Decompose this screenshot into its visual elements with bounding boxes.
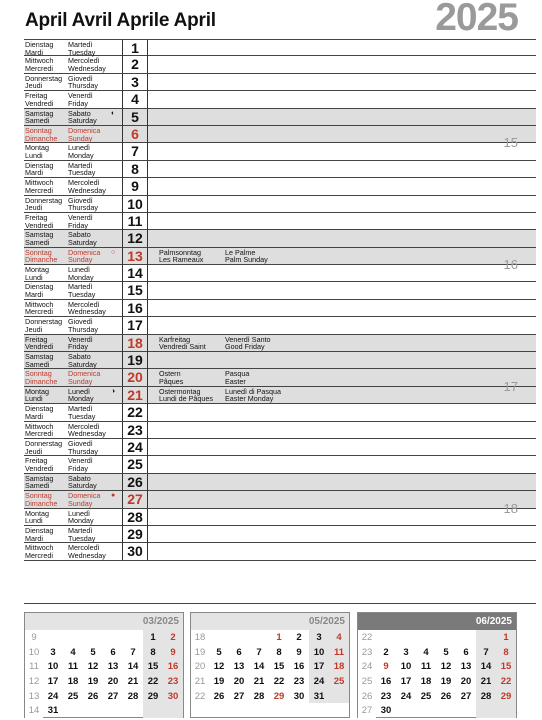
mini-day: 29 (496, 689, 516, 704)
mini-day: 26 (440, 690, 452, 702)
mini-day: 5 (90, 646, 96, 658)
mini-day: 6 (110, 646, 116, 658)
mini-day (103, 703, 123, 718)
day-name-de-fr: Mittwoch Mercredi (25, 543, 54, 560)
day-row[interactable] (24, 526, 536, 543)
mini-day (123, 630, 143, 645)
mini-day: 14 (253, 661, 265, 673)
mini-day (83, 630, 103, 645)
mini-day (163, 703, 183, 718)
mini-day (63, 703, 83, 718)
mini-day (43, 630, 63, 645)
day-number: 14 (122, 265, 148, 282)
day-name-it-en: Lunedì Monday (68, 386, 94, 404)
day-row[interactable] (24, 282, 536, 299)
day-name-de-fr: Samstag Samedi (25, 108, 54, 126)
holiday-label-de-fr: Ostern Pâques (159, 369, 184, 387)
day-row[interactable] (24, 230, 536, 247)
mini-day: 20 (460, 675, 472, 687)
day-name-de-fr: Samstag Samedi (25, 473, 54, 491)
week-number: 22 (191, 689, 209, 704)
mini-day: 26 (213, 690, 225, 702)
mini-day: 22 (496, 674, 516, 689)
day-row[interactable] (24, 74, 536, 91)
mini-day: 9 (296, 646, 302, 658)
day-name-it-en: Domenica Sunday (68, 491, 101, 508)
day-name-de-fr: Donnerstag Jeudi (25, 195, 63, 213)
day-number: 2 (122, 56, 148, 73)
week-number: 21 (191, 674, 209, 689)
day-name-it-en: Lunedì Monday (68, 508, 94, 526)
day-name-it-en: Lunedì Monday (68, 143, 94, 160)
mini-day: 3 (309, 630, 329, 645)
day-name-de-fr: Samstag Samedi (25, 230, 54, 247)
day-name-it-en: Mercoledì Wednesday (68, 299, 106, 317)
mini-day (83, 703, 103, 718)
day-row[interactable] (24, 300, 536, 317)
mini-day: 4 (70, 646, 76, 658)
week-number: 18 (503, 500, 518, 516)
mini-day: 8 (276, 646, 282, 658)
mini-day: 4 (423, 646, 429, 658)
mini-day: 4 (329, 630, 349, 645)
mini-day: 7 (476, 645, 496, 660)
mini-day (476, 703, 496, 718)
mini-day: 1 (143, 630, 163, 645)
holiday-label-de-fr: Karfreitag Vendredi Saint (159, 334, 206, 352)
day-name-it-en: Giovedì Thursday (68, 195, 98, 213)
page-title: April Avril Aprile April (25, 10, 216, 31)
mini-day: 15 (143, 659, 163, 674)
mini-day: 26 (87, 690, 99, 702)
day-number: 13 (122, 248, 148, 265)
day-name-de-fr: Dienstag Mardi (25, 525, 54, 543)
mini-day: 23 (380, 690, 392, 702)
mini-day: 24 (47, 690, 59, 702)
day-name-it-en: Martedì Tuesday (68, 40, 96, 57)
mini-day: 24 (309, 674, 329, 689)
mini-day: 10 (309, 645, 329, 660)
mini-day: 29 (143, 689, 163, 704)
week-number: 15 (503, 135, 518, 151)
mini-day: 16 (293, 661, 305, 673)
mini-day (209, 630, 229, 645)
day-name-it-en: Martedì Tuesday (68, 160, 96, 178)
day-name-it-en: Giovedì Thursday (68, 73, 98, 91)
week-number: 16 (503, 257, 518, 273)
day-row[interactable] (24, 161, 536, 178)
day-name-it-en: Venerdì Friday (68, 212, 93, 230)
mini-calendar (357, 612, 517, 718)
day-row[interactable] (24, 109, 536, 126)
day-name-de-fr: Donnerstag Jeudi (25, 317, 63, 334)
mini-day (436, 630, 456, 645)
day-name-it-en: Domenica Sunday (68, 247, 101, 265)
day-name-it-en: Domenica Sunday (68, 369, 101, 387)
mini-day: 2 (383, 646, 389, 658)
mini-day: 24 (400, 690, 412, 702)
day-number: 30 (122, 543, 148, 560)
day-name-de-fr: Dienstag Mardi (25, 282, 54, 300)
mini-day (496, 703, 516, 718)
day-name-de-fr: Mittwoch Mercredi (25, 421, 54, 439)
mini-day: 20 (233, 675, 245, 687)
day-row[interactable] (24, 500, 536, 526)
week-number: 24 (358, 659, 376, 674)
mini-day: 2 (296, 631, 302, 643)
day-name-it-en: Lunedì Monday (68, 265, 94, 282)
week-number: 17 (503, 378, 518, 394)
mini-day: 20 (107, 675, 119, 687)
week-number: 19 (191, 645, 209, 660)
day-name-de-fr: Mittwoch Mercredi (25, 178, 54, 195)
week-number: 22 (358, 630, 376, 645)
moon-phase-icon: ◑ (111, 387, 116, 395)
day-name-de-fr: Sonntag Dimanche (25, 491, 58, 508)
mini-day: 23 (293, 675, 305, 687)
mini-day (103, 630, 123, 645)
day-row[interactable] (24, 456, 536, 473)
mini-day (416, 703, 436, 718)
moon-phase-icon: ○ (111, 248, 116, 256)
day-row[interactable] (24, 369, 536, 386)
day-number: 7 (122, 143, 148, 160)
day-name-de-fr: Sonntag Dimanche (25, 247, 58, 265)
day-name-it-en: Domenica Sunday (68, 125, 101, 143)
mini-day: 3 (403, 646, 409, 658)
holiday-label-de-fr: Palmsonntag Les Rameaux (159, 247, 204, 265)
day-number: 1 (122, 40, 148, 57)
holiday-label-it-en: Venerdì Santo Good Friday (225, 334, 271, 352)
mini-day: 6 (463, 646, 469, 658)
holiday-label-de-fr: Ostermontag Lundi de Pâques (159, 386, 213, 404)
mini-day (63, 630, 83, 645)
day-row[interactable] (24, 335, 536, 352)
mini-day: 10 (47, 661, 59, 673)
day-number: 3 (122, 74, 148, 91)
mini-day: 28 (127, 690, 139, 702)
mini-day (456, 630, 476, 645)
mini-day: 7 (256, 646, 262, 658)
day-name-de-fr: Sonntag Dimanche (25, 369, 58, 387)
day-number: 25 (122, 456, 148, 473)
mini-day: 28 (253, 690, 265, 702)
mini-day: 1 (496, 630, 516, 645)
mini-day (123, 703, 143, 718)
day-name-de-fr: Montag Lundi (25, 386, 49, 404)
day-name-de-fr: Montag Lundi (25, 265, 49, 282)
day-name-de-fr: Dienstag Mardi (25, 40, 54, 57)
mini-day: 8 (496, 645, 516, 660)
mini-day (436, 703, 456, 718)
mini-day: 23 (163, 674, 183, 689)
day-name-de-fr: Mittwoch Mercredi (25, 299, 54, 317)
day-name-de-fr: Dienstag Mardi (25, 404, 54, 421)
mini-day: 5 (216, 646, 222, 658)
mini-day: 25 (67, 690, 79, 702)
mini-day: 15 (273, 661, 285, 673)
mini-day: 8 (143, 645, 163, 660)
day-row[interactable] (24, 474, 536, 491)
week-number: 12 (25, 674, 43, 689)
day-row[interactable] (24, 135, 536, 160)
moon-phase-icon: ● (111, 492, 116, 500)
day-name-it-en: Mercoledì Wednesday (68, 421, 106, 439)
mini-day: 31 (309, 689, 329, 704)
day-number: 4 (122, 91, 148, 108)
day-number: 15 (122, 282, 148, 299)
week-number: 25 (358, 674, 376, 689)
mini-day (396, 703, 416, 718)
day-name-de-fr: Sonntag Dimanche (25, 125, 58, 143)
day-row[interactable] (24, 257, 536, 282)
mini-day: 19 (440, 675, 452, 687)
mini-day: 31 (47, 705, 59, 717)
day-number: 12 (122, 230, 148, 247)
day-row[interactable] (24, 91, 536, 108)
day-name-de-fr: Freitag Vendredi (25, 212, 54, 230)
mini-day: 2 (163, 630, 183, 645)
day-name-de-fr: Freitag Vendredi (25, 456, 54, 473)
day-row[interactable] (24, 317, 536, 334)
day-number: 21 (122, 387, 148, 404)
mini-day: 17 (47, 675, 59, 687)
day-number: 8 (122, 161, 148, 178)
day-name-de-fr: Donnerstag Jeudi (25, 438, 63, 456)
mini-day (416, 630, 436, 645)
mini-calendar-title: 03/2025 (25, 613, 183, 630)
mini-day: 18 (329, 659, 349, 674)
day-number: 23 (122, 422, 148, 439)
mini-day: 9 (383, 661, 389, 673)
week-number: 14 (25, 703, 43, 718)
mini-calendar (190, 612, 350, 718)
mini-day: 28 (476, 689, 496, 704)
week-number: 13 (25, 689, 43, 704)
day-row[interactable] (24, 404, 536, 421)
week-number: 18 (191, 630, 209, 645)
mini-day: 13 (460, 661, 472, 673)
mini-day: 3 (50, 646, 56, 658)
mini-day: 18 (420, 675, 432, 687)
day-row[interactable] (24, 543, 536, 560)
mini-day (143, 703, 163, 718)
holiday-label-it-en: Lunedì di Pasqua Easter Monday (225, 386, 281, 404)
mini-day: 27 (107, 690, 119, 702)
mini-day: 21 (253, 675, 265, 687)
mini-day: 27 (233, 690, 245, 702)
day-row[interactable] (24, 39, 536, 56)
day-number: 20 (122, 369, 148, 386)
mini-calendar-title: 05/2025 (191, 613, 349, 630)
day-number: 17 (122, 317, 148, 334)
day-row[interactable] (24, 352, 536, 369)
day-name-it-en: Mercoledì Wednesday (68, 56, 106, 73)
day-number: 22 (122, 404, 148, 421)
mini-day: 27 (460, 690, 472, 702)
mini-day: 22 (273, 675, 285, 687)
mini-day: 12 (87, 661, 99, 673)
day-row[interactable] (24, 196, 536, 213)
day-number: 24 (122, 439, 148, 456)
day-number: 28 (122, 509, 148, 526)
day-name-it-en: Venerdì Friday (68, 91, 93, 108)
week-number: 27 (358, 703, 376, 718)
day-name-it-en: Sabato Saturday (68, 352, 97, 369)
mini-day: 12 (213, 661, 225, 673)
day-row[interactable] (24, 213, 536, 230)
mini-day: 13 (107, 661, 119, 673)
mini-day (376, 630, 396, 645)
day-number: 27 (122, 491, 148, 508)
divider (24, 603, 536, 604)
day-number: 9 (122, 178, 148, 195)
day-name-de-fr: Montag Lundi (25, 508, 49, 526)
mini-day: 11 (67, 661, 79, 673)
mini-day: 10 (400, 661, 412, 673)
mini-day: 11 (329, 645, 349, 660)
day-row[interactable] (24, 422, 536, 439)
mini-day: 5 (443, 646, 449, 658)
year-label: 2025 (435, 0, 518, 39)
day-name-de-fr: Mittwoch Mercredi (25, 56, 54, 73)
day-name-it-en: Martedì Tuesday (68, 525, 96, 543)
mini-day (456, 703, 476, 718)
week-number: 23 (358, 645, 376, 660)
day-name-it-en: Mercoledì Wednesday (68, 543, 106, 560)
week-number: 10 (25, 645, 43, 660)
mini-day: 30 (293, 690, 305, 702)
mini-day: 22 (143, 674, 163, 689)
mini-day: 25 (329, 674, 349, 689)
day-number: 18 (122, 335, 148, 352)
day-number: 5 (122, 109, 148, 126)
day-name-it-en: Giovedì Thursday (68, 438, 98, 456)
mini-day: 21 (476, 674, 496, 689)
day-number: 10 (122, 196, 148, 213)
mini-day (476, 630, 496, 645)
mini-day: 14 (476, 659, 496, 674)
day-name-de-fr: Freitag Vendredi (25, 91, 54, 108)
mini-day: 14 (127, 661, 139, 673)
day-name-it-en: Martedì Tuesday (68, 404, 96, 421)
mini-day (396, 630, 416, 645)
mini-day: 15 (496, 659, 516, 674)
day-row[interactable] (24, 56, 536, 73)
moon-phase-icon: ◐ (111, 109, 116, 117)
mini-day: 6 (236, 646, 242, 658)
day-number: 29 (122, 526, 148, 543)
day-number: 11 (122, 213, 148, 230)
mini-day: 17 (309, 659, 329, 674)
day-name-it-en: Sabato Saturday (68, 473, 97, 491)
day-number: 6 (122, 126, 148, 143)
day-name-it-en: Sabato Saturday (68, 108, 97, 126)
mini-day (229, 630, 249, 645)
day-name-de-fr: Montag Lundi (25, 143, 49, 160)
day-row[interactable] (24, 126, 536, 143)
mini-calendar (24, 612, 184, 718)
day-name-it-en: Venerdì Friday (68, 456, 93, 473)
day-name-de-fr: Donnerstag Jeudi (25, 73, 63, 91)
day-name-de-fr: Freitag Vendredi (25, 334, 54, 352)
mini-day: 21 (127, 675, 139, 687)
mini-day (249, 630, 269, 645)
week-number: 9 (25, 630, 43, 645)
mini-calendar-title: 06/2025 (358, 613, 516, 630)
day-name-it-en: Giovedì Thursday (68, 317, 98, 334)
day-row[interactable] (24, 248, 536, 265)
mini-day: 17 (400, 675, 412, 687)
day-row[interactable] (24, 178, 536, 195)
holiday-label-it-en: Pasqua Easter (225, 369, 250, 387)
mini-day: 16 (163, 659, 183, 674)
mini-day: 16 (380, 675, 392, 687)
day-name-de-fr: Samstag Samedi (25, 352, 54, 369)
day-name-it-en: Sabato Saturday (68, 230, 97, 247)
mini-day: 30 (380, 705, 392, 717)
day-list (24, 39, 536, 561)
day-row[interactable] (24, 439, 536, 456)
mini-day: 11 (420, 661, 432, 673)
week-number: 26 (358, 689, 376, 704)
mini-day: 30 (163, 689, 183, 704)
mini-day (329, 689, 349, 704)
mini-day: 18 (67, 675, 79, 687)
day-number: 26 (122, 474, 148, 491)
mini-day: 13 (233, 661, 245, 673)
day-name-de-fr: Dienstag Mardi (25, 160, 54, 178)
mini-day: 12 (440, 661, 452, 673)
day-name-it-en: Martedì Tuesday (68, 282, 96, 300)
holiday-label-it-en: Le Palme Palm Sunday (225, 247, 268, 265)
mini-day: 7 (130, 646, 136, 658)
week-number: 11 (25, 659, 43, 674)
day-number: 19 (122, 352, 148, 369)
day-name-it-en: Venerdì Friday (68, 334, 93, 352)
day-row[interactable] (24, 491, 536, 508)
week-number: 20 (191, 659, 209, 674)
mini-day: 19 (87, 675, 99, 687)
day-number: 16 (122, 300, 148, 317)
mini-day: 1 (276, 631, 282, 643)
mini-day: 29 (273, 690, 285, 702)
mini-day: 19 (213, 675, 225, 687)
day-name-it-en: Mercoledì Wednesday (68, 178, 106, 195)
mini-day: 9 (163, 645, 183, 660)
mini-day: 25 (420, 690, 432, 702)
